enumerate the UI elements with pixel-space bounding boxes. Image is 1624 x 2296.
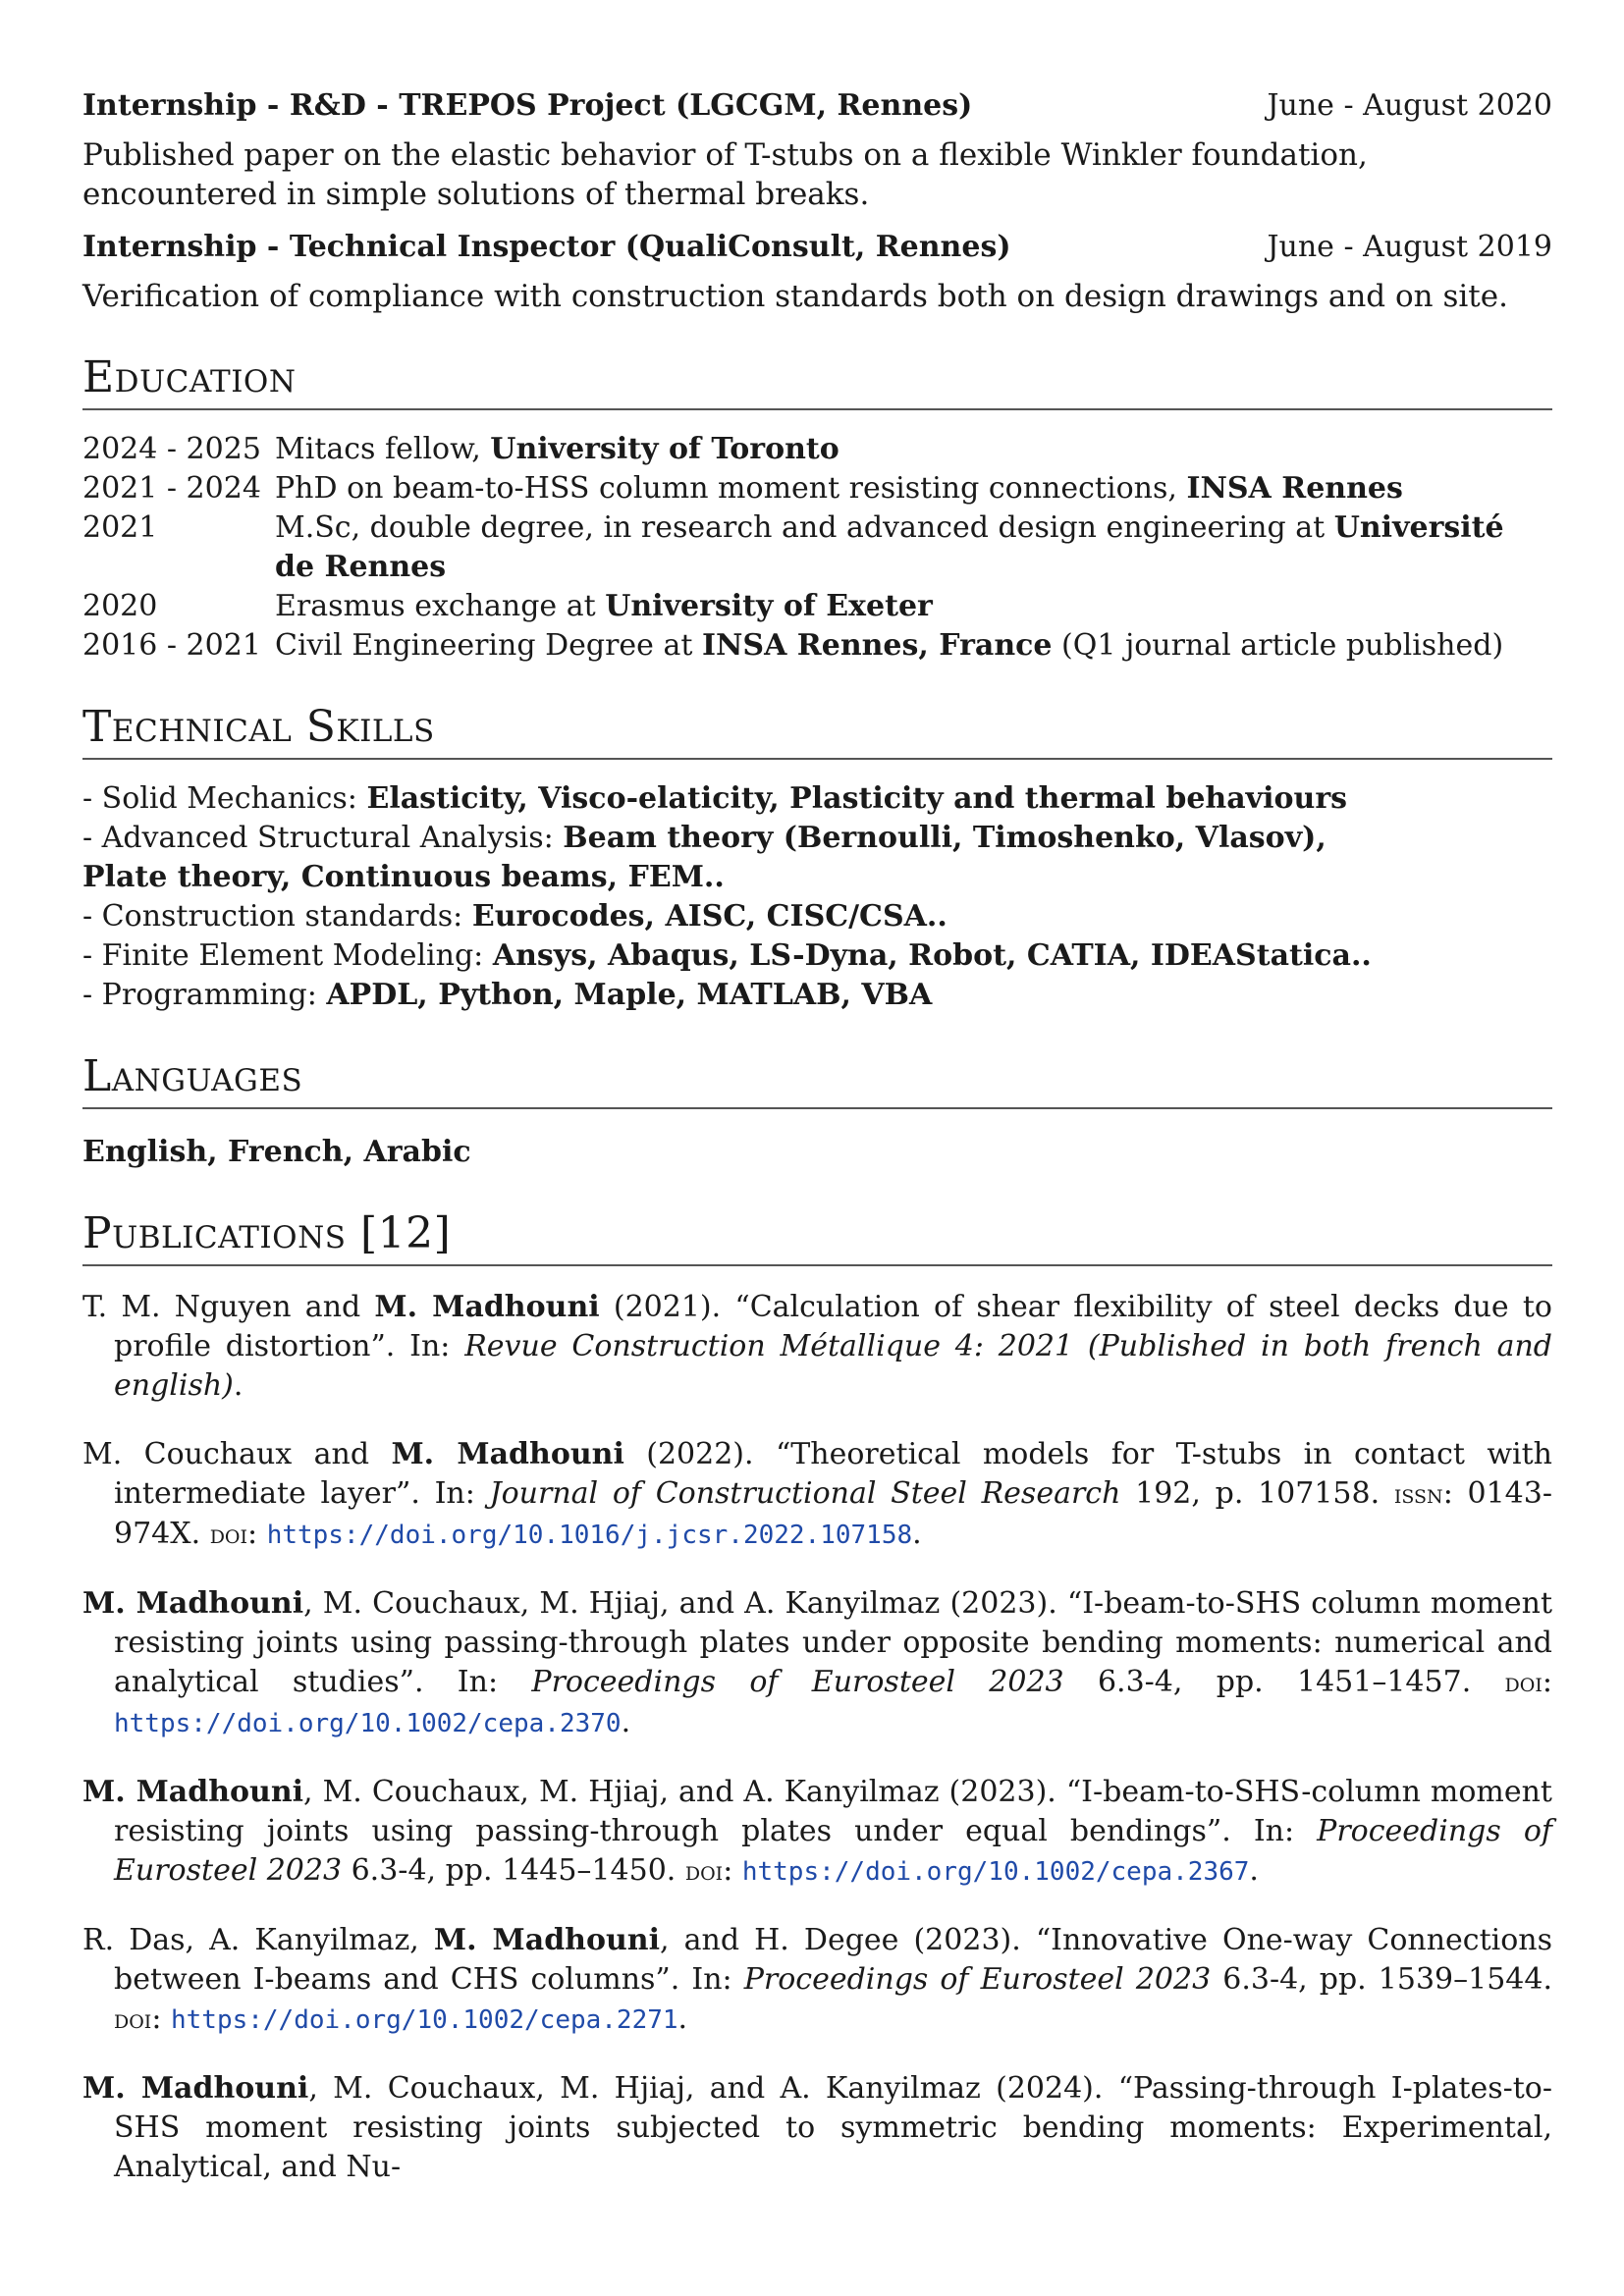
pub-issn-label: issn	[1393, 1479, 1443, 1510]
education-institution: Université de Rennes	[275, 510, 1504, 584]
pub-issn: : 0143-974X.	[114, 1476, 1552, 1551]
skill-value: APDL, Python, Maple, MATLAB, VBA	[326, 978, 933, 1012]
education-years: 2020	[82, 589, 158, 623]
skill-item	[82, 819, 1359, 897]
pub-author-highlight: M. Madhouni	[82, 1775, 304, 1809]
education-years: 2016 - 2021	[82, 628, 261, 663]
education-note: (Q1 journal article published)	[1052, 628, 1504, 663]
skill-value: Eurocodes, AISC, CISC/CSA..	[471, 899, 947, 934]
skill-item	[82, 897, 1552, 936]
education-text: M.Sc, double degree, in research and advanced design engineering at	[275, 510, 1334, 545]
job-dates: June - August 2019	[1267, 230, 1552, 264]
pub-details: 192, p. 107158.	[1120, 1476, 1394, 1511]
skill-item	[82, 976, 1552, 1015]
pub-authors: M. Couchaux and	[82, 1437, 392, 1471]
pub-title: , M. Couchaux, M. Hjiaj, and A. Kanyilmaz (2023). “I-beam-to-SHS-column moment resisting joints using passing-through plates under equal bendings”. In:	[114, 1775, 1552, 1848]
job-description: Verification of compliance with construction standards both on design drawings and on site.	[82, 279, 1508, 314]
publication-item	[82, 1288, 1552, 1406]
cv-page	[82, 86, 1552, 2216]
pub-doi-label: doi	[684, 1856, 724, 1887]
pub-title: (2022). “Theoretical models for T-stubs in contact with intermediate layer”. In:	[114, 1437, 1552, 1511]
pub-author-highlight: M. Madhouni	[82, 1586, 304, 1621]
pub-doi-link[interactable]: https://doi.org/10.1002/cepa.2271	[170, 2005, 678, 2035]
job-title: Internship - R&D - TREPOS Project (LGCGM, Rennes)	[82, 88, 973, 123]
skill-label: - Programming:	[82, 978, 327, 1012]
section-heading-skills: Technical Skills	[82, 703, 1552, 760]
section-heading-languages: Languages	[82, 1052, 1552, 1109]
education-years: 2024 - 2025	[82, 432, 261, 466]
pub-end: .	[621, 1705, 631, 1739]
skill-item	[82, 936, 1552, 976]
section-heading-education: Education	[82, 353, 1552, 410]
education-institution: University of Exeter	[605, 589, 933, 623]
pub-authors: T. M. Nguyen and	[82, 1290, 375, 1324]
pub-end: .	[1249, 1853, 1259, 1888]
education-institution: INSA Rennes	[1186, 471, 1403, 506]
education-row	[82, 508, 1552, 587]
pub-details: .	[233, 1368, 244, 1403]
education-text: Civil Engineering Degree at	[275, 628, 702, 663]
pub-doi-link[interactable]: https://doi.org/10.1016/j.jcsr.2022.107158	[266, 1521, 913, 1550]
pub-author-highlight: M. Madhouni	[82, 2071, 309, 2106]
education-text: PhD on beam-to-HSS column moment resisting connections,	[275, 471, 1187, 506]
pub-details: 6.3-4, pp. 1451–1457.	[1063, 1665, 1505, 1699]
pub-venue: Proceedings of Eurosteel 2023	[531, 1665, 1064, 1699]
pub-title: (2021). “Calculation of shear flexibility of steel decks due to profile distortion”. In:	[114, 1290, 1552, 1363]
pub-author-highlight: M. Madhouni	[391, 1437, 624, 1471]
pub-details: 6.3-4, pp. 1539–1544.	[1211, 1962, 1552, 1997]
experience-entry	[82, 86, 1552, 214]
pub-title: , and H. Degee (2023). “Innovative One-way Connections between I-beams and CHS columns”. In:	[114, 1923, 1553, 1997]
education-row	[82, 626, 1552, 666]
job-title: Internship - Technical Inspector (QualiConsult, Rennes)	[82, 230, 1011, 264]
pub-venue: Journal of Constructional Steel Research	[489, 1476, 1121, 1511]
pub-author-highlight: M. Madhouni	[433, 1923, 661, 1957]
job-description: Published paper on the elastic behavior of T-stubs on a flexible Winkler foundation, encountered in simple solutions of thermal breaks.	[82, 137, 1368, 212]
pub-doi-label: doi	[209, 1520, 248, 1550]
skill-item	[82, 779, 1552, 819]
education-institution: INSA Rennes, France	[701, 628, 1053, 663]
languages-value: English, French, Arabic	[82, 1135, 471, 1169]
pub-title: , M. Couchaux, M. Hjiaj, and A. Kanyilmaz (2024). “Passing-through I-plates-to-SHS moment resisting joints subjected to symmetric bending moments: Experimental, Analytical, and Nu-	[114, 2071, 1552, 2184]
pub-details: 6.3-4, pp. 1445–1450.	[342, 1853, 685, 1888]
pub-doi-link[interactable]: https://doi.org/10.1002/cepa.2367	[741, 1857, 1250, 1887]
education-row	[82, 430, 1552, 469]
publication-item: R. Das, A. Kanyilmaz, M. Madhouni, and H. Degee (2023). “Innovative One-way Connections between I-beams and CHS columns”. In: Proceedings of Eurosteel 2023 6.3-4, pp. 1539–1544. doi: https://doi.org/10.1002/cepa.2271.	[82, 1923, 1553, 2036]
pub-authors: R. Das, A. Kanyilmaz,	[82, 1923, 434, 1957]
publication-item: M. Couchaux and M. Madhouni (2022). “Theoretical models for T-stubs in contact with intermediate layer”. In: Journal of Constructional Steel Research 192, p. 107158. issn: 0143-974X. doi: https://doi.org/10.1016/j.jcsr.2022.107158.	[82, 1437, 1552, 1551]
skill-label: - Construction standards:	[82, 899, 472, 934]
education-row	[82, 469, 1552, 508]
pub-venue: Proceedings of Eurosteel 2023	[114, 1814, 1552, 1888]
pub-end: .	[677, 2002, 688, 2036]
section-heading-publications: Publications [12]	[82, 1209, 1552, 1266]
education-text: Mitacs fellow,	[275, 432, 491, 466]
experience-entry	[82, 228, 1552, 316]
education-text: Erasmus exchange at	[275, 589, 606, 623]
skill-label: - Advanced Structural Analysis:	[82, 821, 564, 855]
pub-doi-label: doi	[114, 2004, 152, 2035]
job-dates: June - August 2020	[1267, 88, 1552, 123]
skill-value: Elasticity, Visco-elaticity, Plasticity and thermal behaviours	[366, 781, 1348, 816]
publication-item: M. Madhouni, M. Couchaux, M. Hjiaj, and A. Kanyilmaz (2023). “I-beam-to-SHS column moment resisting joints using passing-through plates under opposite bending moments: numerical and analytical studies”. In: Proceedings of Eurosteel 2023 6.3-4, pp. 1451–1457. doi: https://doi.org/10.1002/cepa.2370.	[82, 1586, 1552, 1739]
publication-list	[82, 1288, 1552, 2187]
pub-title: , M. Couchaux, M. Hjiaj, and A. Kanyilmaz (2023). “I-beam-to-SHS column moment resisting joints using passing-through plates under opposite bending moments: numerical and analytical studies”. In:	[114, 1586, 1552, 1699]
skill-value: Beam theory (Bernoulli, Timoshenko, Vlasov), Plate theory, Continuous beams, FEM..	[82, 821, 1326, 894]
skill-label: - Finite Element Modeling:	[82, 938, 493, 973]
pub-doi-label: doi	[1504, 1668, 1543, 1698]
pub-end: .	[912, 1517, 922, 1551]
education-years: 2021	[82, 510, 158, 545]
pub-venue: Revue Construction Métallique 4: 2021 (Published in both french and english)	[114, 1329, 1552, 1403]
skills-list	[82, 779, 1552, 1015]
education-row	[82, 587, 1552, 626]
pub-doi-link[interactable]: https://doi.org/10.1002/cepa.2370	[114, 1709, 622, 1738]
skill-label: - Solid Mechanics:	[82, 781, 367, 816]
education-years: 2021 - 2024	[82, 471, 261, 506]
education-list	[82, 430, 1552, 666]
skill-value: Ansys, Abaqus, LS-Dyna, Robot, CATIA, IDEAStatica..	[492, 938, 1372, 973]
pub-venue: Proceedings of Eurosteel 2023	[743, 1962, 1212, 1997]
education-institution: University of Toronto	[490, 432, 839, 466]
publication-item	[82, 2069, 1552, 2187]
publication-item: M. Madhouni, M. Couchaux, M. Hjiaj, and A. Kanyilmaz (2023). “I-beam-to-SHS-column moment resisting joints using passing-through plates under equal bendings”. In: Proceedings of Eurosteel 2023 6.3-4, pp. 1445–1450. doi: https://doi.org/10.1002/cepa.2367.	[82, 1775, 1552, 1888]
pub-author-highlight: M. Madhouni	[374, 1290, 600, 1324]
